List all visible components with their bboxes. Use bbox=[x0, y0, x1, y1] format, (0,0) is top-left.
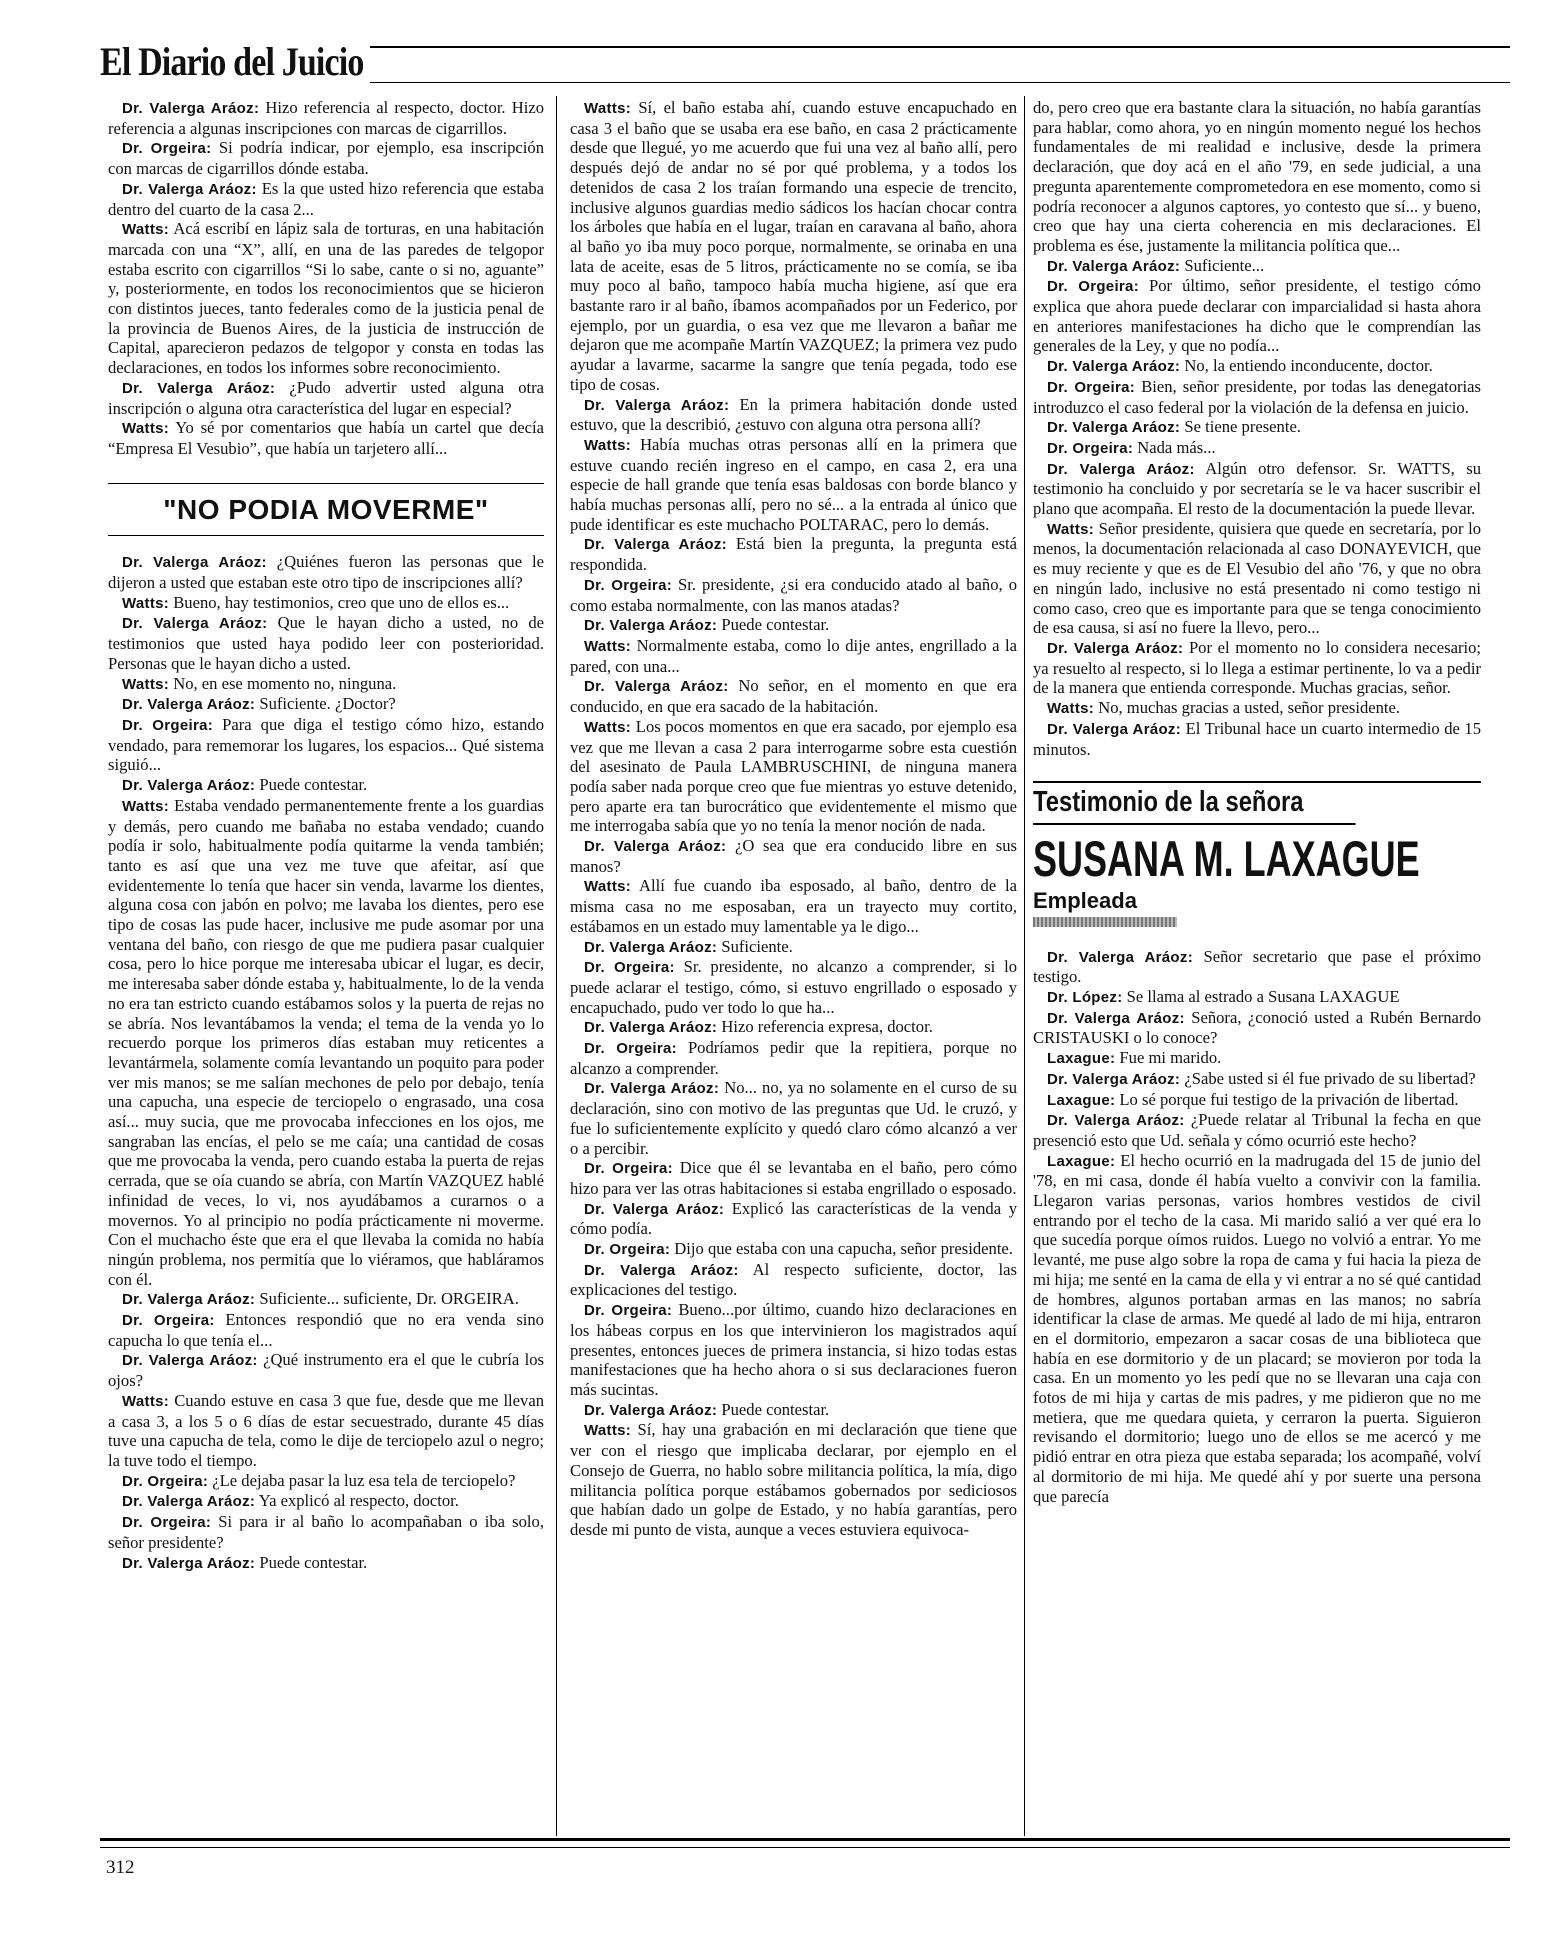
speech-text: Normalmente estaba, como lo dije antes, engrillado a la pared, con una... bbox=[570, 635, 1017, 676]
speech-text: No, la entiendo inconducente, doctor. bbox=[1180, 356, 1433, 376]
speech-text: No señor, en el momento en que era conducido, en que era sacado de la habitación. bbox=[570, 676, 1018, 717]
transcript-block bbox=[1033, 947, 1481, 1507]
speaker-name: Watts: bbox=[122, 594, 170, 612]
speaker-name: Dr. Valerga Aráoz: bbox=[584, 617, 718, 635]
transcript-paragraph bbox=[570, 98, 1017, 395]
speaker-name: Laxague: bbox=[1047, 1091, 1116, 1109]
speaker-name: Dr. Valerga Aráoz: bbox=[1047, 948, 1193, 966]
speech-text: Suficiente. ¿Doctor? bbox=[255, 694, 396, 714]
speaker-name: Dr. Orgeira: bbox=[1047, 278, 1139, 296]
speaker-name: Watts: bbox=[122, 221, 170, 239]
speech-text: Yo sé por comentarios que había un cartel que decía “Empresa El Vesubio”, que había un tarjetero allí... bbox=[108, 418, 544, 458]
speech-text: Bien, señor presidente, por todas las denegatorias introduzco el caso federal por la violación de la defensa en juicio. bbox=[1033, 376, 1481, 417]
transcript-paragraph bbox=[570, 1400, 1017, 1421]
speaker-name: Watts: bbox=[584, 100, 632, 117]
masthead-rule-top bbox=[370, 46, 1510, 48]
speaker-name: Dr. Orgeira: bbox=[122, 1312, 215, 1330]
transcript-paragraph bbox=[108, 1289, 544, 1310]
speech-text: ¿Sabe usted si él fue privado de su libertad? bbox=[1180, 1068, 1476, 1088]
transcript-block bbox=[108, 98, 544, 459]
speech-text: Es la que usted hizo referencia que estaba dentro del cuarto de la casa 2... bbox=[108, 178, 544, 219]
transcript-paragraph bbox=[108, 593, 544, 614]
transcript-paragraph bbox=[1033, 1048, 1481, 1069]
speaker-name: Dr. Valerga Aráoz: bbox=[584, 1019, 718, 1037]
speech-text: Podríamos pedir que la repitiera, porque no alcanzo a comprender. bbox=[570, 1038, 1017, 1078]
transcript-paragraph bbox=[1033, 1151, 1481, 1507]
speech-text: Los pocos momentos en que era sacado, por ejemplo esa vez que me llevan a casa 2 para interrogarme sobre esta cuestión del asesinato de Paula LAMBRUSCHINI, de ninguna manera podía saber nada porque creo que fue mientras yo estuve detenido, pero aparte era tan burocrático que evidentemente el mismo que me interrogaba sabía que yo no tenía la menor noción de nada. bbox=[570, 716, 1017, 836]
transcript-paragraph bbox=[108, 715, 544, 775]
speech-text: Estaba vendado permanentemente frente a los guardias y demás, pero cuando me bañaba no estaba vendado; cuando podía ir solo, habitualmente podía quitarme la venda también; tanto es así que una vez me tuve que afeitar, así que evidentemente lo tenía que hacer sin venda, lavarme los dientes, alguna cosa con jabón en polvo; me lavaba los dientes, pero ese tipo de cosas las pude hacer, inclusive me pude asomar por una ventana del baño, con riesgo de que me pudiera pasar cualquier cosa, pero lo hice porque me interesaba ubicar el lugar, es decir, me interesaba saber dónde estaba y, habitualmente, lo de la venda no era tan estricto cuando estábamos solos y la puerta de rejas no se abría. Nos levantábamos la venda; el tema de la venda yo lo recuerdo porque los primeros días estaban muy reticentes a levantármela, solamente comía levantando un poquito para poder ver mis manos; se me salían mechones de pelo por debajo, tenía una capucha, una especie de terciopelo o engrasado, una cosa así... muy sucia, que me provocaba infecciones en los ojos, me sangraban las encías, el pelo se me caía; una cantidad de cosas que me provocaba la venda, pero cuando estaba la puerta de rejas cerrada, que se oía cuando se abría, con Martín VAZQUEZ hablé infinidad de veces, lo vi, nos ayudábamos a curarnos o a movernos. Yo al principio no podía prácticamente ni moverme. Con el muchacho éste que era el que llevaba la comida no había ningún problema, nos permitía que lo viéramos, que habláramos con él. bbox=[108, 795, 544, 1289]
transcript-paragraph bbox=[1033, 987, 1481, 1008]
speaker-name: Dr. Valerga Aráoz: bbox=[584, 1401, 718, 1419]
transcript-paragraph bbox=[108, 775, 544, 796]
speaker-name: Dr. Orgeira: bbox=[584, 1040, 677, 1058]
speech-text: El hecho ocurrió en la madrugada del 15 de junio del '78, en mi casa, donde él había vuelto a convivir con la familia. Llegaron varias personas, varios hombres vestidos de civil entrando por el techo de la casa. Mi marido salió a ver qué era lo que sucedía porque oímos ruidos. Luego no volvió a entrar. Yo me levanté, me puse algo sobre la ropa de cama y fui hacia la pieza de mi hija; me senté en la cama de ella y vi entrar a no sé qué cantidad de hombres, algunos portaban armas en las manos; no sabría identificar la clase de armas. Me quedé al lado de mi hija, entraron en el dormitorio, empezaron a sacar cosas de una biblioteca que había en ese dormitorio y de un placard; se movieron por toda la casa. En un momento yo les pedí que no se llevaran una caja con fotos de mi hija y cartas de mis padres, y me pidieron que no me metiera, que me quedara quieta, y cerraron la puerta. Siguieron revisando el dormitorio; luego uno de ellos se me acercó y me pidió entrar en otra pieza que estaba separada; los acompañé, volví al dormitorio de mi hija. Me quedé ahí y por suerte una persona que parecía bbox=[1033, 1150, 1481, 1506]
speech-text: Señor secretario que pase el próximo testigo. bbox=[1033, 946, 1481, 987]
transcript-paragraph bbox=[1033, 256, 1481, 277]
speaker-name: Dr. Valerga Aráoz: bbox=[584, 396, 730, 414]
speaker-name: Dr. Orgeira: bbox=[1047, 378, 1136, 396]
speaker-name: Watts: bbox=[122, 797, 170, 815]
transcript-paragraph bbox=[108, 1471, 544, 1492]
transcript-paragraph bbox=[570, 435, 1017, 535]
speech-text: ¿O sea que era conducido libre en sus manos? bbox=[570, 836, 1018, 876]
speech-text: ¿Puede relatar al Tribunal la fecha en que presenció esto que Ud. señala y cómo ocurrió este hecho? bbox=[1033, 1110, 1482, 1150]
speaker-name: Watts: bbox=[584, 718, 632, 736]
speech-text: Acá escribí en lápiz sala de torturas, en una habitación marcada con una “X”, allí, en una de las paredes de telgopor estaba escrito con cigarrillos “Si lo sabe, cante o si no, aguante” y, posteriormente, en todos los reconocimientos que se hicieron con distintos jueces, tanto federales como de la justicia penal de la provincia de Buenos Aires, de la justicia de instrucción de Capital, aparecieron pedazos de telgopor y consta en todas las declaraciones, en todos los informes sobre reconocimiento. bbox=[108, 219, 544, 378]
section-heading-rule bbox=[108, 535, 544, 536]
footer-rules bbox=[100, 1838, 1510, 1848]
speech-text: Por último, señor presidente, el testigo cómo explica que ahora puede declarar con imparcialidad si hasta ahora en anteriores manifestaciones ha dicho que le comprendían las generales de la Ley, y que no podía... bbox=[1033, 276, 1481, 356]
speech-text: Ya explicó al respecto, doctor. bbox=[255, 1491, 459, 1511]
column-divider-1 bbox=[556, 96, 557, 1836]
speaker-name: Dr. Valerga Aráoz: bbox=[584, 938, 718, 956]
section-heading-text: "NO PODIA MOVERME" bbox=[163, 493, 489, 525]
speech-text: Señora, ¿conoció usted a Rubén Bernardo CRISTAUSKI o lo conoce? bbox=[1033, 1007, 1482, 1048]
speech-text: Puede contestar. bbox=[717, 615, 830, 635]
speech-text: Sr. presidente, ¿si era conducido atado al baño, o como estaba normalmente, con las manos atadas? bbox=[570, 574, 1017, 615]
speaker-name: Watts: bbox=[1047, 520, 1095, 538]
speaker-name: Dr. Orgeira: bbox=[122, 1514, 212, 1532]
column-3 bbox=[1033, 98, 1481, 1506]
speech-text: Fue mi marido. bbox=[1115, 1048, 1222, 1068]
transcript-paragraph bbox=[1033, 276, 1481, 356]
speech-text: En la primera habitación donde usted estuvo, que la describió, ¿estuvo con alguna otra persona allí? bbox=[570, 394, 1017, 435]
speaker-name: Dr. Orgeira: bbox=[584, 576, 673, 594]
transcript-paragraph bbox=[108, 1350, 544, 1390]
speech-text: Dijo que estaba con una capucha, señor presidente. bbox=[670, 1239, 1013, 1259]
speaker-name: Watts: bbox=[584, 637, 632, 655]
speech-text: Hizo referencia al respecto, doctor. Hizo referencia a algunas inscripciones con marcas de cigarrillos. bbox=[108, 98, 544, 138]
speech-text: Sí, hay una grabación en mi declaración que tiene que ver con el riesgo que implicaba declarar, por ejemplo en el Consejo de Guerra, no hablo sobre militancia política, la mía, digo militancia política porque estábamos gobernados por sediciosos que habían dado un golpe de Estado, y no había garantías, pero desde mi punto de vista, aunque a veces estuviera equivoca- bbox=[570, 1420, 1017, 1539]
speaker-name: Dr. Valerga Aráoz: bbox=[122, 1291, 256, 1309]
speaker-name: Watts: bbox=[122, 1392, 170, 1410]
speaker-name: Watts: bbox=[122, 675, 170, 693]
speech-text: ¿Qué instrumento era el que le cubría los ojos? bbox=[108, 1350, 545, 1391]
speech-text: Para que diga el testigo cómo hizo, estando vendado, para rememorar los lugares, los espacios... Qué sistema siguió... bbox=[108, 714, 544, 775]
footer-rule-thin bbox=[100, 1847, 1510, 1848]
speaker-name: Dr. Valerga Aráoz: bbox=[1047, 1070, 1181, 1088]
transcript-paragraph bbox=[570, 636, 1017, 676]
masthead bbox=[100, 32, 1510, 92]
speaker-name: Dr. Valerga Aráoz: bbox=[122, 615, 268, 633]
transcript-paragraph bbox=[1033, 1110, 1481, 1150]
transcript-paragraph bbox=[570, 575, 1017, 615]
transcript-paragraph bbox=[108, 1391, 544, 1471]
speech-text: Si podría indicar, por ejemplo, esa inscripción con marcas de cigarrillos dónde estaba. bbox=[108, 138, 544, 179]
speech-text: Puede contestar. bbox=[255, 1552, 368, 1572]
speaker-name: Dr. Valerga Aráoz: bbox=[122, 379, 276, 397]
speech-text: Señor presidente, quisiera que quede en secretaría, por lo menos, la documentación relacionada al caso DONAYEVICH, que es muy reciente y que es de El Vesubio del año '76, y que no obra en ningún lado, inclusive no está presentado ni como testigo ni como caso, creo que es importante para que se tenga conocimiento de esa causa, si así no fuere la llevo, pero... bbox=[1033, 518, 1481, 638]
speaker-name: Dr. Valerga Aráoz: bbox=[584, 678, 729, 696]
speaker-name: Dr. Valerga Aráoz: bbox=[122, 554, 267, 572]
transcript-paragraph bbox=[1033, 98, 1481, 256]
speech-text: No, muchas gracias a usted, señor presidente. bbox=[1094, 698, 1401, 718]
transcript-paragraph bbox=[1033, 356, 1481, 377]
transcript-paragraph bbox=[1033, 1008, 1481, 1048]
speaker-name: Dr. Orgeira: bbox=[122, 1472, 209, 1490]
transcript-paragraph bbox=[570, 1239, 1017, 1260]
transcript-paragraph bbox=[1033, 1069, 1481, 1090]
page-number: 312 bbox=[106, 1857, 135, 1878]
transcript-paragraph bbox=[1033, 519, 1481, 638]
speaker-name: Dr. Valerga Aráoz: bbox=[1047, 358, 1181, 376]
transcript-paragraph bbox=[570, 717, 1017, 836]
speaker-name: Dr. Valerga Aráoz: bbox=[1047, 419, 1181, 437]
speech-text: Puede contestar. bbox=[255, 775, 368, 795]
transcript-paragraph bbox=[108, 552, 544, 592]
speaker-name: Watts: bbox=[122, 420, 170, 438]
transcript-paragraph bbox=[1033, 638, 1481, 698]
transcript-paragraph bbox=[570, 1158, 1017, 1198]
speech-text: Suficiente. bbox=[717, 936, 793, 956]
speaker-name: Dr. Valerga Aráoz: bbox=[1047, 720, 1182, 738]
publication-title: El Diario del Juicio bbox=[100, 39, 364, 84]
speaker-name: Dr. Orgeira: bbox=[1047, 439, 1134, 457]
speech-text: Sr. presidente, no alcanzo a comprender, si lo puede aclarar el testigo, cómo, si estuvo engrillado o esposado y encapuchado, pudo ver todo lo que ha... bbox=[570, 957, 1017, 1017]
witness-occupation: Empleada bbox=[1033, 887, 1137, 913]
transcript-paragraph bbox=[570, 1199, 1017, 1239]
speech-text: Suficiente... bbox=[1180, 255, 1265, 275]
speech-text: Está bien la pregunta, la pregunta está respondida. bbox=[570, 534, 1017, 575]
speech-text: Sí, el baño estaba ahí, cuando estuve encapuchado en casa 3 el baño que se usaba era ese baño, en casa 2 prácticamente desde que llegué, yo me acuerdo que fui una vez al baño allí, pero después dejó de andar no sé por qué problema, y a todos los detenidos de casa 2 los traían formando una especie de trencito, inclusive algunos guardias medio sádicos los hacían chocar contra los árboles que había en el lugar, traían en caravana al baño, ahora al baño yo iba muy poco porque, normalmente, se orinaba en una lata de aceite, esas de 5 litros, prácticamente no se comía, se iba muy poco al baño, tampoco había mucha higiene, así que era bastante raro ir al baño, íbamos acompañados por un Federico, por ejemplo, por un guardia, o esa vez que me llevaron a bañar me dejaron que me acompañe Martín VAZQUEZ; la primera vez pudo ayudar a lavarme, sacarme la sangre que tenía pegada, todo ese tipo de cosas. bbox=[570, 98, 1017, 394]
speaker-name: Dr. Orgeira: bbox=[584, 959, 675, 977]
speech-text: Se llama al estrado a Susana LAXAGUE bbox=[1122, 987, 1400, 1007]
speech-text: Entonces respondió que no era venda sino capucha lo que tenía el... bbox=[108, 1310, 544, 1350]
speaker-name: Dr. Valerga Aráoz: bbox=[584, 536, 727, 554]
witness-name: SUSANA M. LAXAGUE bbox=[1033, 823, 1356, 887]
transcript-block bbox=[1033, 98, 1481, 759]
testimony-kicker: Testimonio de la señora bbox=[1033, 786, 1304, 819]
transcript-paragraph bbox=[108, 674, 544, 695]
testimony-header-box bbox=[1033, 781, 1481, 926]
speech-text: Nada más... bbox=[1133, 437, 1216, 457]
transcript-paragraph bbox=[1033, 417, 1481, 438]
transcript-paragraph bbox=[570, 1078, 1017, 1158]
transcript-paragraph bbox=[570, 1017, 1017, 1038]
speech-text: Cuando estuve en casa 3 que fue, desde que me llevan a casa 3, a los 5 o 6 días de estar secuestrado, durante 45 días tuve una capucha de tela, como le dije de terciopelo azul o negro; la tuve todo el tiempo. bbox=[108, 1390, 544, 1470]
speaker-name: Dr. Valerga Aráoz: bbox=[1047, 639, 1184, 657]
speech-text: Por el momento no lo considera necesario; ya resuelto al respecto, si lo llega a estimar pertinente, lo va a pedir de la manera que entienda corresponde. Muchas gracias, señor. bbox=[1033, 637, 1481, 698]
speaker-name: Dr. Valerga Aráoz: bbox=[122, 180, 257, 198]
speech-text: Al respecto suficiente, doctor, las explicaciones del testigo. bbox=[570, 1259, 1017, 1300]
speech-text: Algún otro defensor. Sr. WATTS, su testimonio ha concluido y por secretaría se le va hacer suscribir el plano que acompaña. El resto de la documentación la puede llevar. bbox=[1033, 458, 1482, 519]
speech-text: Puede contestar. bbox=[717, 1399, 830, 1419]
transcript-paragraph bbox=[108, 378, 544, 418]
speaker-name: Dr. Valerga Aráoz: bbox=[122, 696, 256, 714]
transcript-paragraph bbox=[108, 98, 544, 138]
speech-text: Allí fue cuando iba esposado, al baño, dentro de la misma casa no me esposaban, era un trayecto muy cortito, estábamos en un estado muy lamentable ya le digo... bbox=[570, 876, 1017, 936]
transcript-paragraph bbox=[570, 1038, 1017, 1078]
transcript-paragraph bbox=[570, 534, 1017, 574]
speaker-name: Watts: bbox=[584, 878, 632, 896]
transcript-paragraph bbox=[108, 1512, 544, 1552]
speaker-name: Dr. Valerga Aráoz: bbox=[1047, 1009, 1185, 1027]
speaker-name: Dr. Valerga Aráoz: bbox=[584, 1200, 725, 1218]
transcript-paragraph bbox=[570, 1260, 1017, 1300]
speech-text: Había muchas otras personas allí en la primera que estuve cuando recién ingreso en el campo, en casa 2, era una especie de hall grande que tenía esas baldosas con borde blanco y había muchas personas allí, pero no sé... a la entrada al único que pude identificar es este muchacho POLTARAC, pero lo demás. bbox=[570, 434, 1017, 534]
speaker-name: Laxague: bbox=[1047, 1152, 1116, 1170]
transcript-paragraph bbox=[108, 796, 544, 1290]
speech-text: Dice que él se levantaba en el baño, pero cómo hizo para ver las otras habitaciones si estaba engrillado o esposado. bbox=[570, 1158, 1017, 1198]
transcript-paragraph bbox=[108, 1491, 544, 1512]
speaker-name: Dr. Orgeira: bbox=[122, 716, 214, 734]
transcript-paragraph bbox=[570, 676, 1017, 716]
speech-text: Si para ir al baño lo acompañaban o iba solo, señor presidente? bbox=[108, 1512, 544, 1552]
transcript-paragraph bbox=[108, 694, 544, 715]
speaker-name: Dr. Valerga Aráoz: bbox=[122, 1493, 256, 1511]
masthead-rule-bottom bbox=[370, 82, 1510, 83]
column-1 bbox=[108, 98, 544, 1573]
speaker-name: Dr. Valerga Aráoz: bbox=[584, 1080, 720, 1098]
transcript-paragraph bbox=[1033, 377, 1481, 417]
speaker-name: Dr. Orgeira: bbox=[584, 1160, 673, 1178]
speech-text: Que le hayan dicho a usted, no de testimonios que usted haya podido leer con posterioridad. Personas que le hayan dicho a usted. bbox=[108, 613, 545, 673]
column-2 bbox=[570, 98, 1017, 1540]
column-divider-2 bbox=[1024, 96, 1025, 1836]
speech-text: Bueno...por último, cuando hizo declaraciones en los hábeas corpus en los que intervinieron los magistrados aquí presentes, entonces jueces de primera instancia, si hizo todas estas manifestaciones que ha hecho ahora o si sus declaraciones fueron más sucintas. bbox=[570, 1300, 1017, 1399]
transcript-paragraph bbox=[570, 937, 1017, 958]
speech-text: Suficiente... suficiente, Dr. ORGEIRA. bbox=[255, 1289, 519, 1309]
transcript-paragraph bbox=[1033, 698, 1481, 719]
speaker-name: Dr. Orgeira: bbox=[584, 1302, 673, 1320]
transcript-paragraph bbox=[570, 395, 1017, 435]
speech-text: Se tiene presente. bbox=[1180, 417, 1301, 437]
speech-text: do, pero creo que era bastante clara la situación, no había garantías para hablar, como ahora, yo en ningún momento negué los hechos fundamentales de mi realidad e inclusive, desde la primera declaración, que doy acá en el año '79, en sede judicial, a una pregunta aparentemente comprometedora en ese momento, como si podría reconocer a algunos captores, yo contesto que sí... y bueno, creo que hay una cierta coherencia en mis declaraciones. El problema es ése, justamente la militancia política que... bbox=[1033, 98, 1481, 255]
speaker-name: Dr. Valerga Aráoz: bbox=[1047, 257, 1181, 275]
speaker-name: Laxague: bbox=[1047, 1050, 1116, 1068]
transcript-paragraph bbox=[570, 1420, 1017, 1539]
transcript-paragraph bbox=[570, 836, 1017, 876]
transcript-paragraph bbox=[1033, 1090, 1481, 1111]
speaker-name: Dr. Valerga Aráoz: bbox=[584, 838, 727, 856]
transcript-paragraph bbox=[570, 957, 1017, 1017]
speech-text: Explicó las características de la venda y cómo podía. bbox=[570, 1198, 1017, 1239]
transcript-paragraph bbox=[108, 138, 544, 178]
transcript-paragraph bbox=[108, 179, 544, 219]
section-heading bbox=[108, 483, 544, 537]
speech-text: No... no, ya no solamente en el curso de su declaración, sino con motivo de las preguntas que Ud. le cruzó, y fue lo suficientemente explícito y quedó claro cómo alcanzó a ver o a percibir. bbox=[570, 1078, 1018, 1158]
speech-text: ¿Pudo advertir usted alguna otra inscripción o alguna otra característica del lugar en especial? bbox=[108, 377, 544, 418]
speaker-name: Watts: bbox=[1047, 700, 1095, 718]
speaker-name: Dr. Valerga Aráoz: bbox=[1047, 460, 1195, 478]
speaker-name: Dr. Valerga Aráoz: bbox=[122, 777, 256, 795]
decorative-bar bbox=[1033, 917, 1177, 927]
transcript-block bbox=[108, 552, 544, 1573]
transcript-paragraph bbox=[108, 418, 544, 458]
speaker-name: Dr. Valerga Aráoz: bbox=[584, 1261, 739, 1279]
speech-text: ¿Le dejaba pasar la luz esa tela de terciopelo? bbox=[208, 1470, 516, 1490]
speech-text: Hizo referencia expresa, doctor. bbox=[717, 1017, 933, 1037]
transcript-paragraph bbox=[108, 1310, 544, 1350]
footer-rule-thick bbox=[100, 1838, 1510, 1841]
speaker-name: Dr. Valerga Aráoz: bbox=[122, 1352, 258, 1370]
speaker-name: Dr. Valerga Aráoz: bbox=[122, 1554, 256, 1572]
speech-text: No, en ese momento no, ninguna. bbox=[169, 673, 397, 693]
transcript-paragraph bbox=[570, 615, 1017, 636]
speaker-name: Dr. Orgeira: bbox=[584, 1241, 671, 1259]
speaker-name: Dr. Valerga Aráoz: bbox=[122, 100, 260, 117]
speaker-name: Dr. Valerga Aráoz: bbox=[1047, 1112, 1185, 1130]
transcript-paragraph bbox=[1033, 719, 1481, 759]
transcript-paragraph bbox=[1033, 947, 1481, 987]
transcript-paragraph bbox=[108, 219, 544, 378]
transcript-paragraph bbox=[1033, 459, 1481, 519]
speaker-name: Dr. López: bbox=[1047, 989, 1123, 1007]
speech-text: Bueno, hay testimonios, creo que uno de ellos es... bbox=[169, 592, 510, 612]
speech-text: Lo sé porque fui testigo de la privación de libertad. bbox=[1115, 1089, 1459, 1109]
speaker-name: Watts: bbox=[584, 436, 632, 454]
transcript-paragraph bbox=[1033, 438, 1481, 459]
transcript-paragraph bbox=[108, 1553, 544, 1574]
transcript-paragraph bbox=[570, 1300, 1017, 1400]
speaker-name: Watts: bbox=[584, 1422, 632, 1440]
speech-text: ¿Quiénes fueron las personas que le dijeron a usted que estaban este otro tipo de inscripciones allí? bbox=[108, 552, 544, 593]
speech-text: El Tribunal hace un cuarto intermedio de 15 minutos. bbox=[1033, 718, 1481, 759]
speaker-name: Dr. Orgeira: bbox=[122, 140, 212, 158]
transcript-paragraph bbox=[570, 876, 1017, 936]
transcript-block bbox=[570, 98, 1017, 1540]
transcript-paragraph bbox=[108, 613, 544, 673]
